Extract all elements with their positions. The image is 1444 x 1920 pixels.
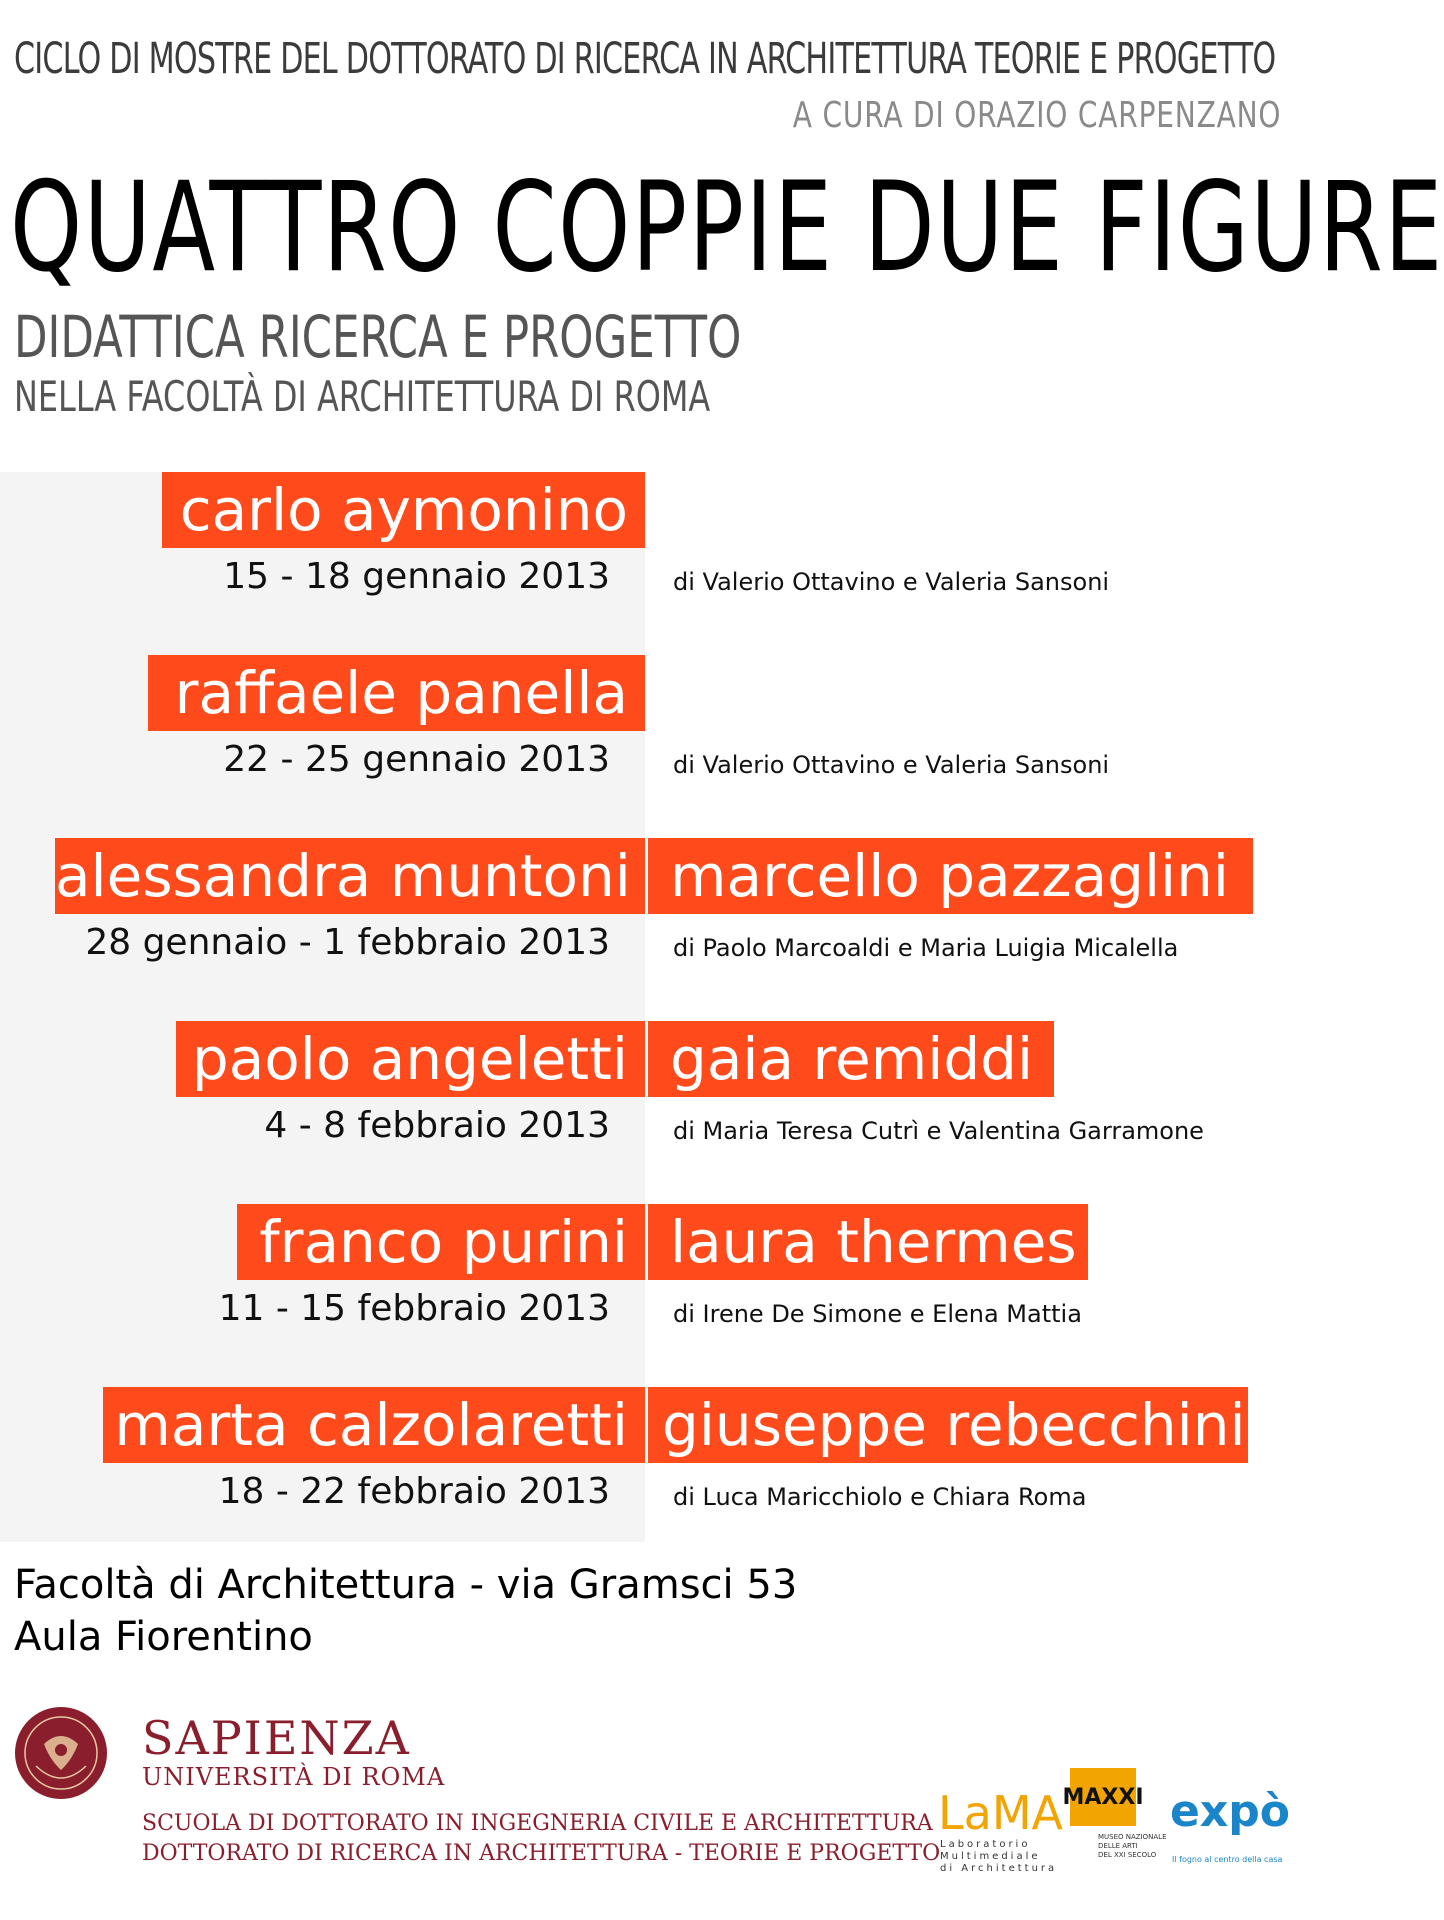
event-curators: di Maria Teresa Cutrì e Valentina Garramone	[673, 1117, 1204, 1145]
event-name-right: gaia remiddi	[648, 1021, 1054, 1097]
event-date: 15 - 18 gennaio 2013	[223, 556, 610, 597]
event-curators: di Irene De Simone e Elena Mattia	[673, 1300, 1082, 1328]
event-name-left: franco purini	[237, 1204, 645, 1280]
lama-subtitle: Laboratorio	[940, 1839, 1031, 1850]
lama-subtitle: Multimediale	[940, 1851, 1041, 1862]
schedule-panel	[0, 472, 645, 1542]
event-name-right: laura thermes	[648, 1204, 1088, 1280]
curator-line: A CURA DI ORAZIO CARPENZANO	[792, 95, 1281, 136]
event-curators: di Valerio Ottavino e Valeria Sansoni	[673, 568, 1110, 596]
lama-subtitle: di Architettura	[940, 1863, 1058, 1874]
event-curators: di Valerio Ottavino e Valeria Sansoni	[673, 751, 1110, 779]
doctoral-school: SCUOLA DI DOTTORATO IN INGEGNERIA CIVILE E ARCHITETTURA	[142, 1811, 933, 1836]
event-name-left: raffaele panella	[148, 655, 645, 731]
maxxi-subtitle: DEL XXI SECOLO	[1098, 1851, 1157, 1859]
event-name-right: marcello pazzaglini	[648, 838, 1253, 914]
event-curators: di Luca Maricchiolo e Chiara Roma	[673, 1483, 1087, 1511]
series-title: CICLO DI MOSTRE DEL DOTTORATO DI RICERCA IN ARCHITETTURA TEORIE E PROGETTO	[14, 34, 1276, 84]
event-name-left: paolo angeletti	[176, 1021, 645, 1097]
maxxi-subtitle: DELLE ARTI	[1098, 1842, 1138, 1850]
event-name-left: marta calzolaretti	[103, 1387, 645, 1463]
venue-address: Facoltà di Architettura - via Gramsci 53	[14, 1562, 798, 1608]
lama-logo: LaMA	[938, 1786, 1063, 1840]
event-date: 22 - 25 gennaio 2013	[223, 739, 610, 780]
sapienza-seal-icon	[14, 1706, 108, 1800]
event-curators: di Paolo Marcoaldi e Maria Luigia Micalella	[673, 934, 1179, 962]
maxxi-subtitle: MUSEO NAZIONALE	[1098, 1833, 1167, 1841]
maxxi-wordmark: MAXXI	[1062, 1785, 1144, 1810]
event-date: 11 - 15 febbraio 2013	[218, 1288, 610, 1329]
maxxi-logo-icon	[1062, 1768, 1144, 1826]
event-name-left: alessandra muntoni	[55, 838, 645, 914]
sapienza-wordmark: SAPIENZA	[142, 1711, 411, 1765]
doctorate-program: DOTTORATO DI RICERCA IN ARCHITETTURA - TEORIE E PROGETTO	[142, 1841, 941, 1866]
subtitle: DIDATTICA RICERCA E PROGETTO	[14, 303, 742, 371]
event-date: 4 - 8 febbraio 2013	[264, 1105, 610, 1146]
university-name: UNIVERSITÀ DI ROMA	[142, 1763, 446, 1791]
event-date: 28 gennaio - 1 febbraio 2013	[85, 922, 610, 963]
main-title: QUATTRO COPPIE DUE FIGURE	[10, 156, 1444, 300]
venue-room: Aula Fiorentino	[14, 1614, 313, 1660]
expo-tagline: Il fogno al centro della casa	[1172, 1855, 1283, 1864]
event-name-left: carlo aymonino	[162, 472, 645, 548]
subtitle-location: NELLA FACOLTÀ DI ARCHITETTURA DI ROMA	[14, 372, 711, 421]
event-date: 18 - 22 febbraio 2013	[218, 1471, 610, 1512]
expo-logo: expò	[1170, 1786, 1290, 1837]
event-name-right: giuseppe rebecchini	[648, 1387, 1248, 1463]
